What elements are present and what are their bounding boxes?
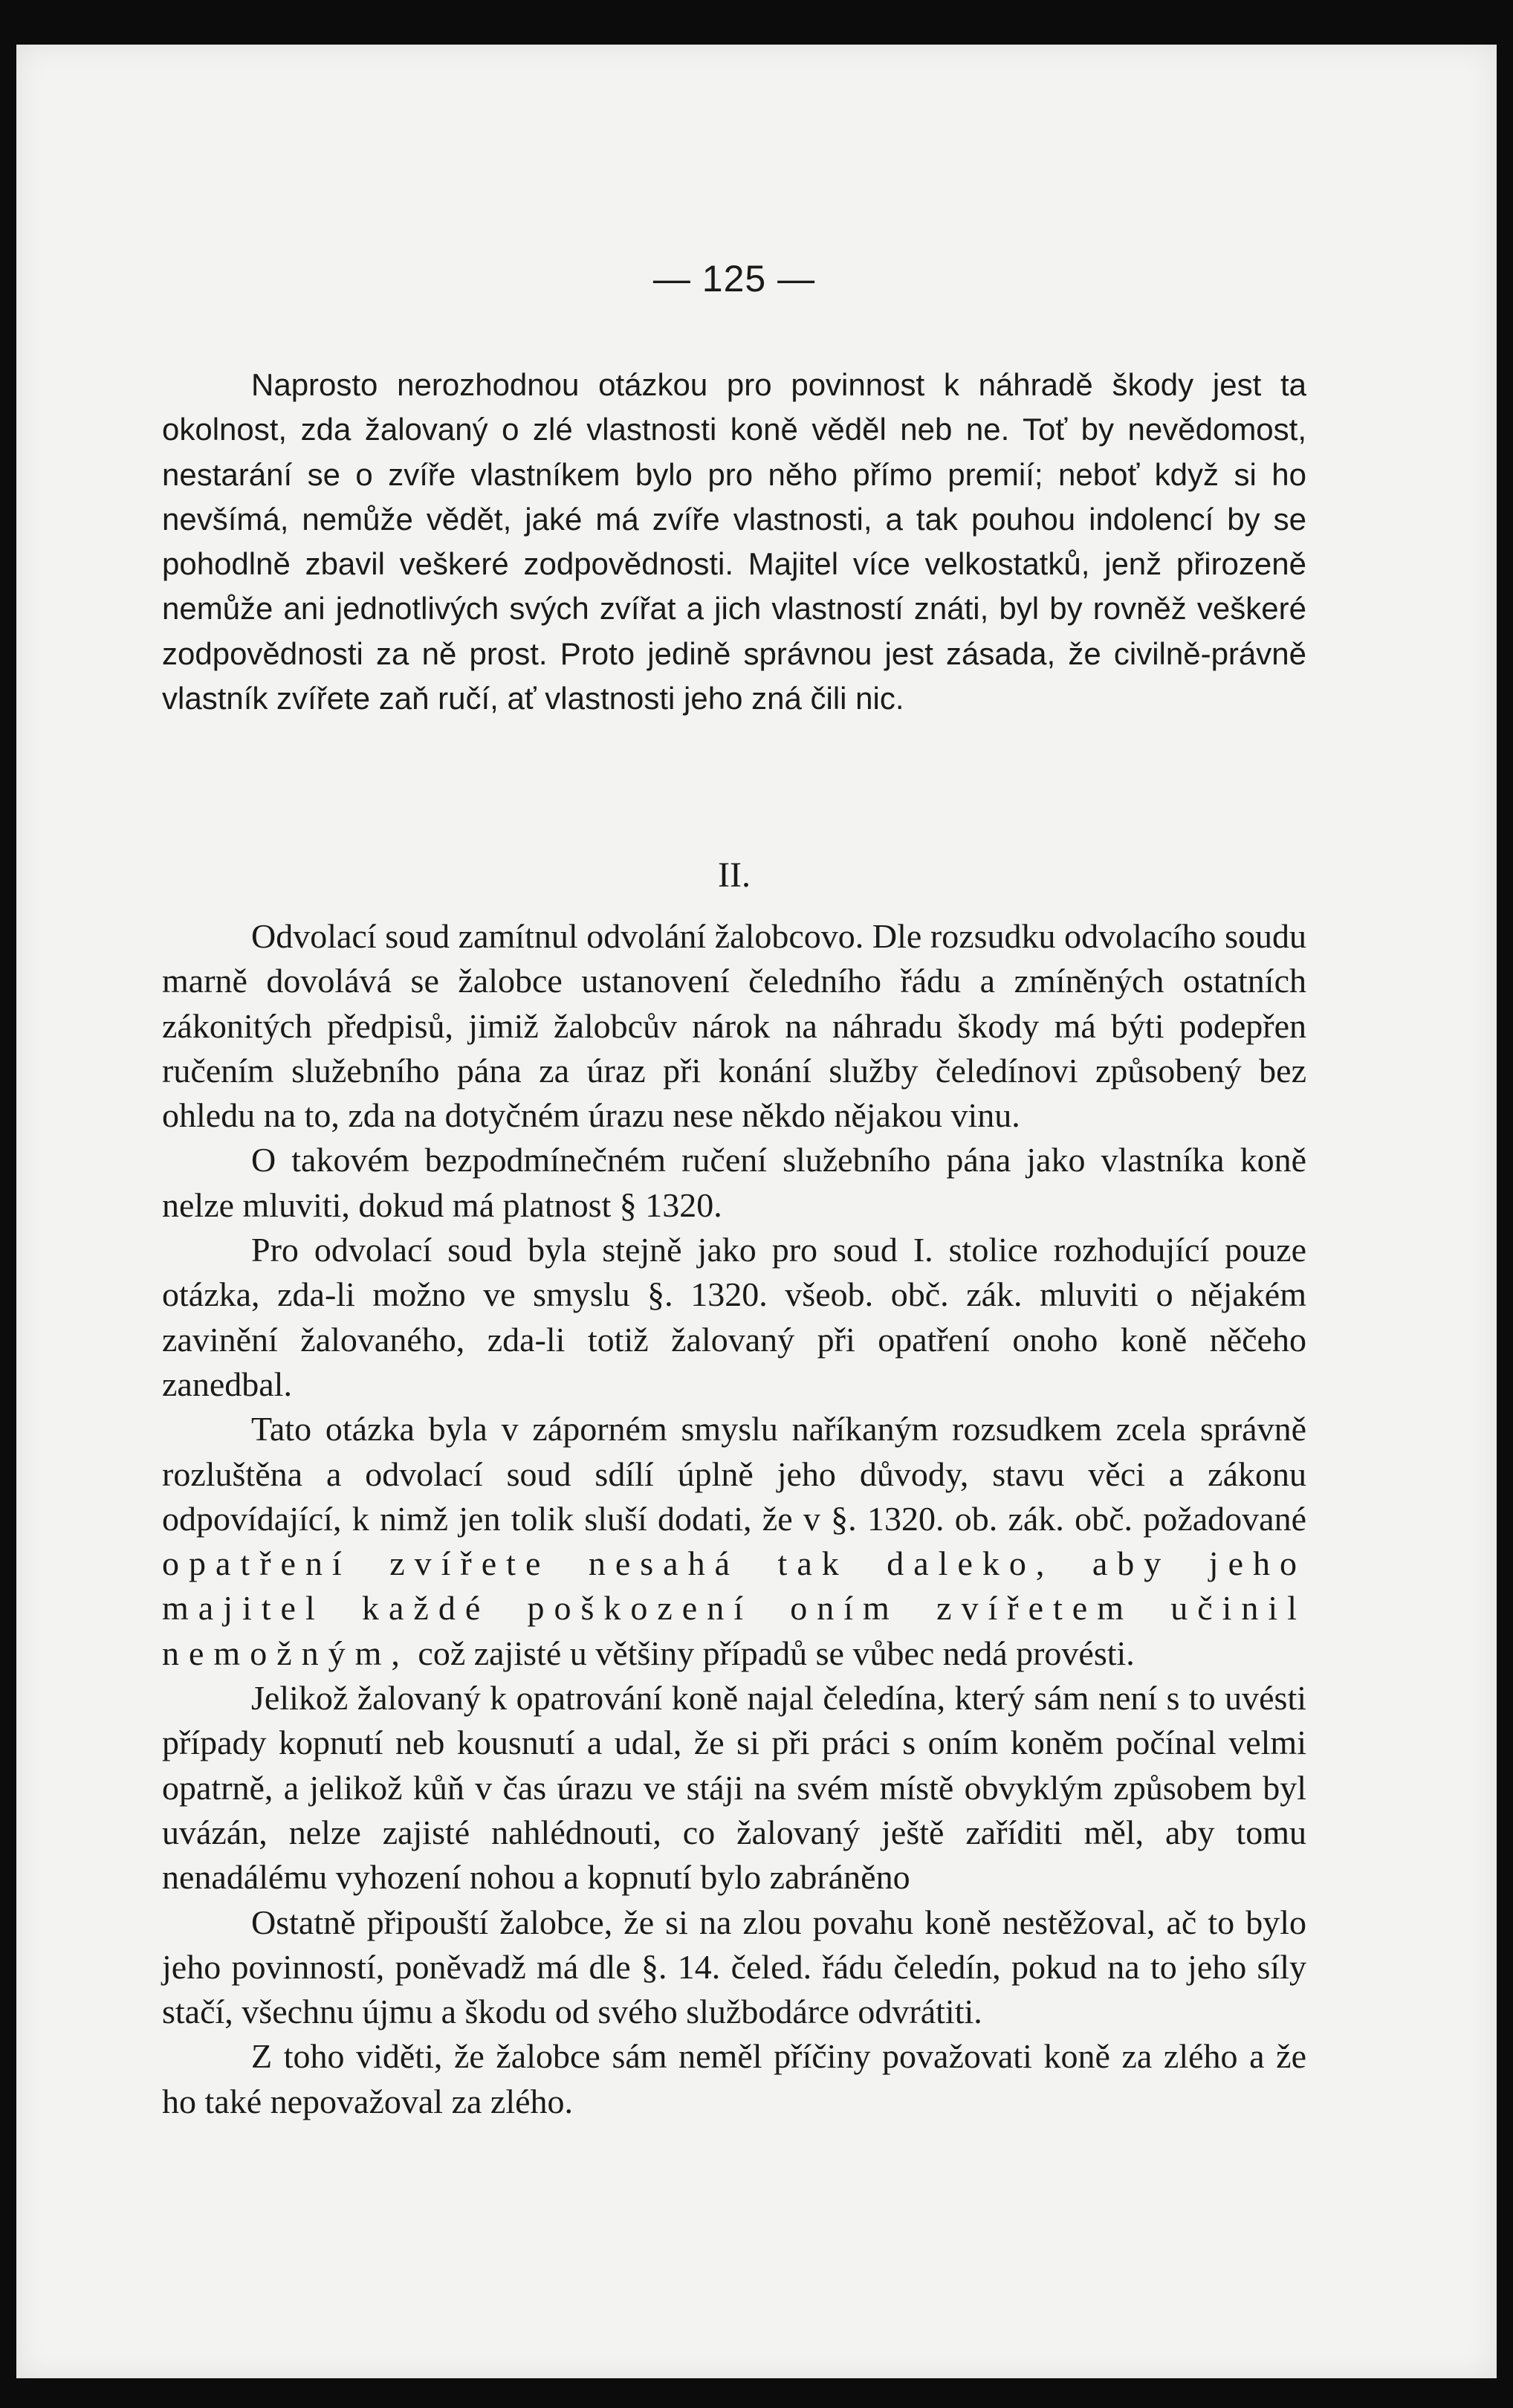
page-number: — 125 — [652,258,816,300]
paragraph-2: Odvolací soud zamítnul odvolání žalobcovo. Dle rozsudku odvolacího soudu marně dovolává se žalobce ustanovení čeledního řádu a zmíněných ostatních zákonitých předpisů, jimiž žalobcův nárok na náhradu škody má býti podepřen ručením služebního pána za úraz při konání služby čeledínovi způsobený bez ohledu na to, zda na dotyčném úrazu nese někdo nějakou vinu. [162,917,1306,1135]
section-heading: II. [718,855,751,895]
paragraph-5-start: Tato otázka byla v záporném smyslu naříkaným rozsudkem zcela správně rozluštěna a odvolací soud sdílí úplně jeho důvody, stavu věci a zákonu odpovídající, k nimž jen tolik sluší dodati, že v §. 1320. ob. zák. obč. požadované [162,1410,1306,1538]
paragraph-5-end: což zajisté u většiny případů se vůbec nedá provésti. [409,1634,1135,1672]
paragraph-7: Ostatně připouští žalobce, že si na zlou povahu koně nestěžoval, ač to bylo jeho povinností, poněvadž má dle §. 14. čeled. řádu čeledín, pokud na to jeho síly stačí, všechnu újmu a škodu od svého službodárce odvrátiti. [162,1903,1306,2031]
opening-paragraph-block [162,363,1306,721]
paragraph-5 [162,1407,1306,1676]
paragraph-5-emphasis: opatření zvířete nesahá tak daleko, aby jeho majitel každé poškození oním zvířetem učinil nemožným, [162,1544,1306,1672]
paragraph-4: Pro odvolací soud byla stejně jako pro soud I. stolice rozhodující pouze otázka, zda-li možno ve smyslu §. 1320. všeob. obč. zák. mluviti o nějakém zavinění žalovaného, zda-li totiž žalovaný při opatření onoho koně něčeho zanedbal. [162,1231,1306,1403]
book-page [16,45,1497,2378]
paragraph-1: Naprosto nerozhodnou otázkou pro povinnost k náhradě škody jest ta okolnost, zda žalovaný o zlé vlastnosti koně věděl neb ne. Toť by nevědomost, nestarání se o zvíře vlastníkem bylo pro něho přímo premií; neboť když si ho nevšímá, nemůže vědět, jaké má zvíře vlastnosti, a tak pouhou indolencí by se pohodlně zbavil veškeré zodpovědnosti. Majitel více velkostatků, jenž přirozeně nemůže ani jednotlivých svých zvířat a jich vlastností znáti, byl by rovněž veškeré zodpovědnosti za ně prost. Proto jedině správnou jest zásada, že civilně-právně vlastník zvířete zaň ručí, ať vlastnosti jeho zná čili nic. [162,367,1306,716]
paragraph-8: Z toho viděti, že žalobce sám neměl příčiny považovati koně za zlého a že ho také nepovažoval za zlého. [162,2037,1306,2120]
paragraph-6: Jelikož žalovaný k opatrování koně najal čeledína, který sám není s to uvésti případy kopnutí neb kousnutí a udal, že si při práci s oním koněm počínal velmi opatrně, a jelikož kůň v čas úrazu ve stáji na svém místě obvyklým způsobem byl uvázán, nelze zajisté nahlédnouti, co žalovaný ještě zaříditi měl, aby tomu nenadálému vyhození nohou a kopnutí bylo zabráněno [162,1679,1306,1897]
section-body [162,914,1306,2124]
paragraph-3: O takovém bezpodmínečném ručení služebního pána jako vlastníka koně nelze mluviti, dokud má platnost § 1320. [162,1141,1306,1224]
